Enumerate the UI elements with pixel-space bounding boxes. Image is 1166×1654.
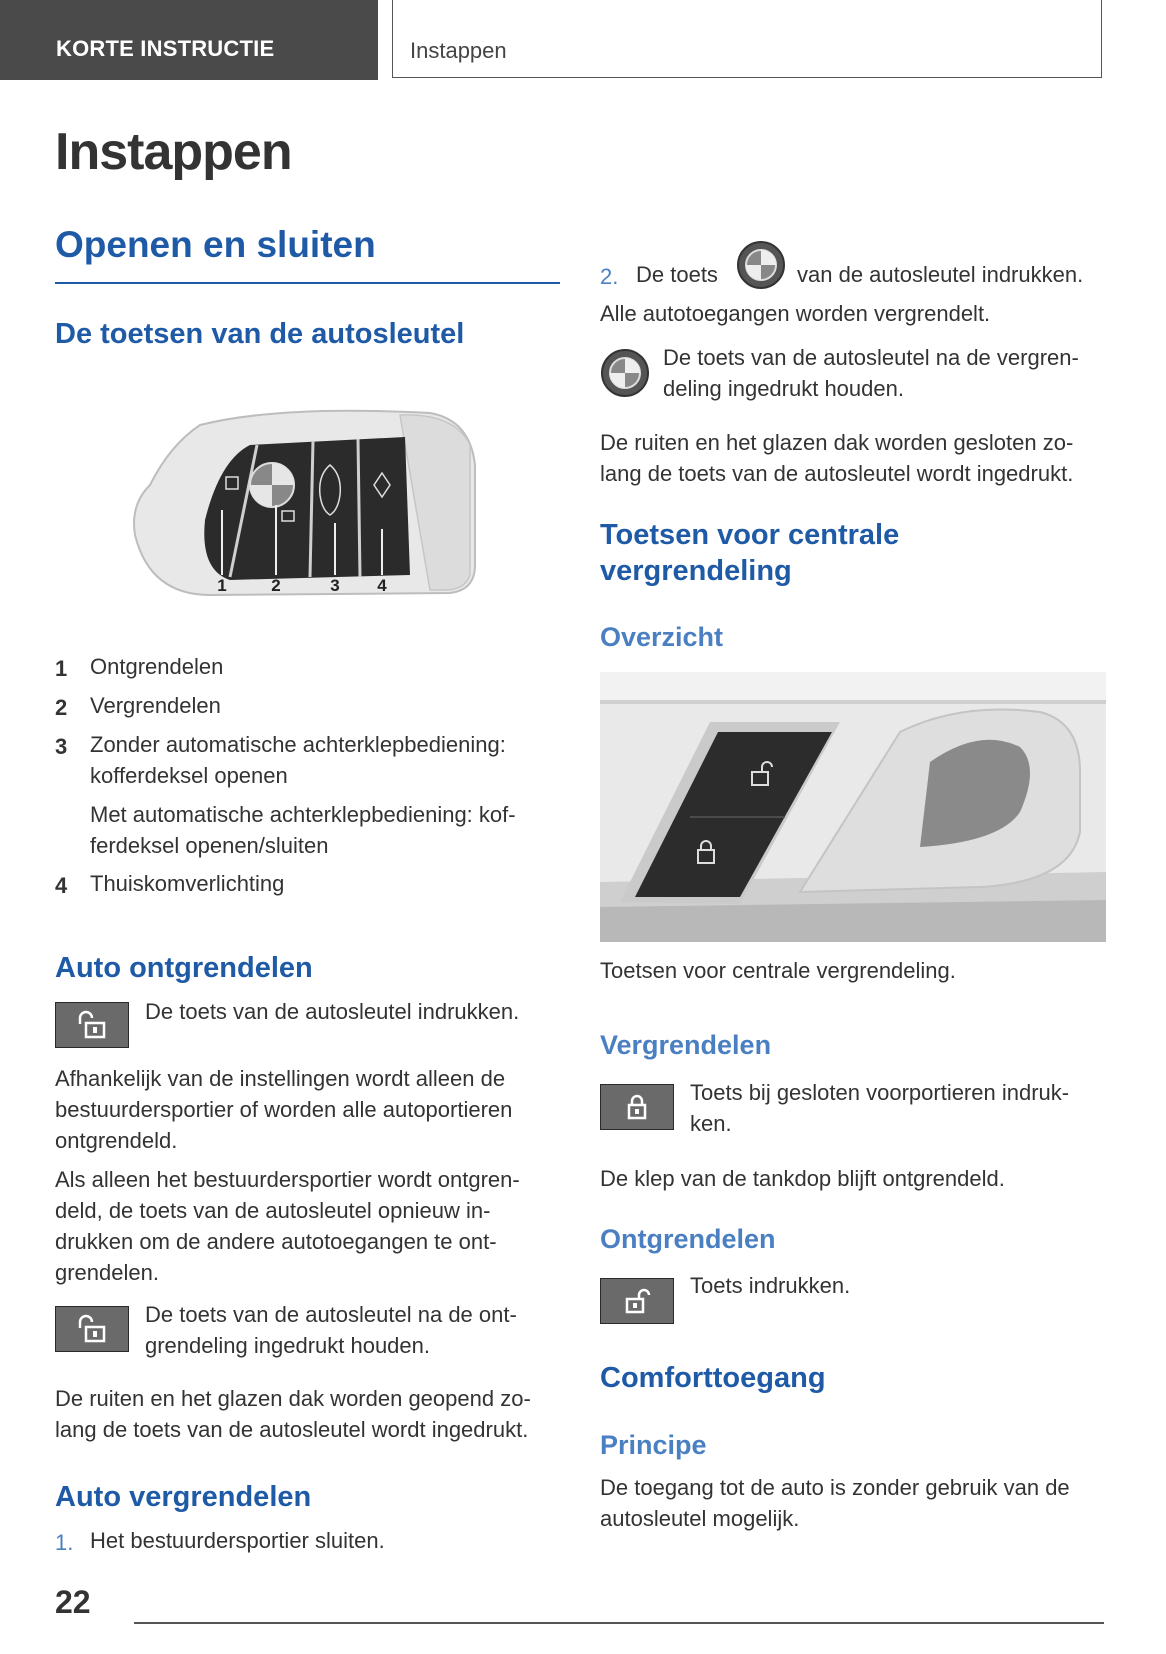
unlock-icon-text: De toets van de autosleutel indrukken. <box>145 999 520 1024</box>
step2-post: van de autosleutel indrukken. <box>797 262 1084 287</box>
unlock-central-icon <box>600 1278 674 1324</box>
legend-extra-3a: Met automatische achterklepbediening: kof- <box>90 802 516 827</box>
lock-icon-line1: Toets bij gesloten voorportieren indruk- <box>690 1080 1070 1105</box>
photo-caption: Toetsen voor centrale vergrendeling. <box>600 958 956 983</box>
lock-p-line2: lang de toets van de autosleutel wordt ingedrukt. <box>600 461 1074 486</box>
page-number: 22 <box>55 1584 91 1620</box>
unlock-p1-line3: ontgrendeld. <box>55 1128 178 1153</box>
unlock-p1-line1: Afhankelijk van de instellingen wordt alleen de <box>55 1066 506 1091</box>
key-fob-illustration <box>130 405 490 630</box>
fob-label-3: 3 <box>330 576 340 595</box>
unlock-p1-line2: bestuurdersportier of worden alle autoportieren <box>55 1097 513 1122</box>
central-locking-photo <box>600 672 1106 942</box>
lock-hold-line1: De toets van de autosleutel na de vergren- <box>663 345 1079 370</box>
footer-rule <box>134 1622 1104 1624</box>
legend-num-4: 4 <box>55 873 68 898</box>
unlock-p2-line3: drukken om de andere autotoegangen te ont- <box>55 1229 497 1254</box>
lock-icon-line2: ken. <box>690 1111 732 1136</box>
page-title: Instappen <box>55 123 292 181</box>
heading-unlock-right: Ontgrendelen <box>600 1224 776 1254</box>
legend-text-3: Zonder automatische achterklepbediening: <box>90 732 506 757</box>
heading-overview: Overzicht <box>600 622 724 652</box>
unlock-p2-line1: Als alleen het bestuurdersportier wordt ontgren- <box>55 1167 520 1192</box>
legend-text-3b: kofferdeksel openen <box>90 763 288 788</box>
legend-text-1: Ontgrendelen <box>90 654 224 679</box>
unlock-p2-line4: grendelen. <box>55 1260 159 1285</box>
fob-label-2: 2 <box>271 576 281 595</box>
legend-num-2: 2 <box>55 695 68 720</box>
lock-step1-num: 1. <box>55 1530 74 1555</box>
step2-result: Alle autotoegangen worden vergrendelt. <box>600 301 991 326</box>
unlock-hold-icon <box>55 1306 129 1352</box>
heading-open-close: Openen en sluiten <box>55 224 376 265</box>
unlock-central-text: Toets indrukken. <box>690 1273 851 1298</box>
fob-label-4: 4 <box>377 576 387 595</box>
step2-pre: De toets <box>636 262 718 287</box>
principle-line1: De toegang tot de auto is zonder gebruik van de <box>600 1475 1070 1500</box>
bmw-key-button-icon <box>736 240 786 290</box>
legend-num-3: 3 <box>55 734 68 759</box>
heading-principle: Principe <box>600 1430 707 1460</box>
bmw-key-hold-icon <box>600 348 650 398</box>
legend-text-4: Thuiskomverlichting <box>90 871 285 896</box>
lock-note: De klep van de tankdop blijft ontgrendeld. <box>600 1166 1005 1191</box>
unlock-p2-line2: deld, de toets van de autosleutel opnieuw in- <box>55 1198 491 1223</box>
section-tab-label: KORTE INSTRUCTIE <box>56 36 275 61</box>
unlock-button-icon <box>55 1002 129 1048</box>
lock-p-line1: De ruiten en het glazen dak worden gesloten zo- <box>600 430 1074 455</box>
legend-num-1: 1 <box>55 656 68 681</box>
unlock-p3-line2: lang de toets van de autosleutel wordt ingedrukt. <box>55 1417 529 1442</box>
unlock-p3-line1: De ruiten en het glazen dak worden geopend zo- <box>55 1386 531 1411</box>
lock-button-icon <box>600 1084 674 1130</box>
unlock-hold-line2: grendeling ingedrukt houden. <box>145 1333 431 1358</box>
fob-label-1: 1 <box>217 576 227 595</box>
heading-key-buttons: De toetsen van de autosleutel <box>55 318 465 350</box>
heading-lock: Auto vergrendelen <box>55 1481 312 1513</box>
heading-lock-right: Vergrendelen <box>600 1030 772 1060</box>
unlock-hold-line1: De toets van de autosleutel na de ont- <box>145 1302 517 1327</box>
lock-hold-line2: deling ingedrukt houden. <box>663 376 904 401</box>
heading-central-line2: vergrendeling <box>600 555 792 587</box>
heading-unlock: Auto ontgrendelen <box>55 952 313 984</box>
legend-extra-3b: ferdeksel openen/sluiten <box>90 833 329 858</box>
step2-num: 2. <box>600 264 619 289</box>
heading-central-line1: Toetsen voor centrale <box>600 519 900 551</box>
heading-comfort: Comforttoegang <box>600 1362 826 1394</box>
lock-step1-text: Het bestuurdersportier sluiten. <box>90 1528 385 1553</box>
heading-rule <box>55 282 560 284</box>
principle-line2: autosleutel mogelijk. <box>600 1506 800 1531</box>
legend-text-2: Vergrendelen <box>90 693 221 718</box>
chapter-label: Instappen <box>410 38 507 63</box>
